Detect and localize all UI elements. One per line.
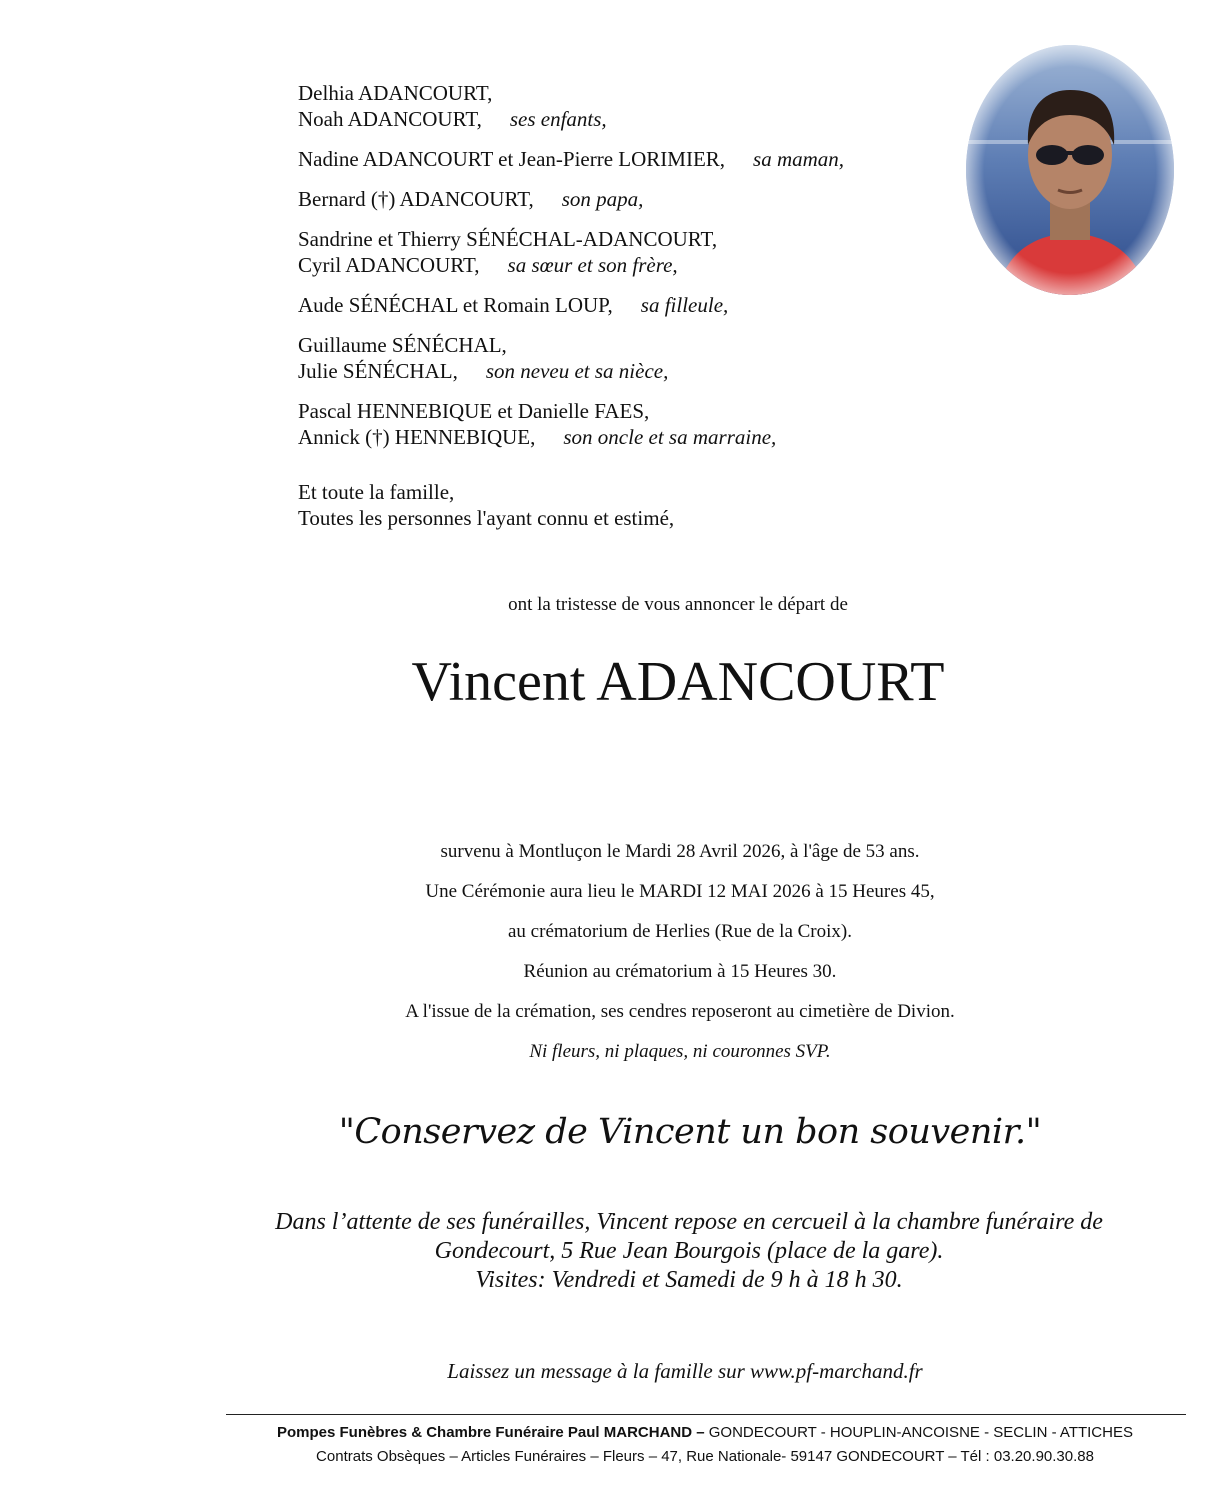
family-role: son oncle et sa marraine, — [563, 425, 777, 449]
footer-line-2: Contrats Obsèques – Articles Funéraires – Fleurs – 47, Rue Nationale- 59147 GONDECOURT – Tél : 03.20.90.30.88 — [316, 1448, 1094, 1465]
portrait-photo — [966, 45, 1174, 295]
rest-line: Visites: Vendredi et Samedi de 9 h à 18 h 30. — [475, 1267, 903, 1293]
family-name: Noah ADANCOURT, — [298, 107, 482, 131]
family-group-1 — [298, 80, 607, 132]
announcement-text: ont la tristesse de vous annoncer le départ de — [508, 594, 848, 615]
portrait-illustration — [966, 45, 1174, 295]
rest-line: Dans l’attente de ses funérailles, Vincent repose en cercueil à la chambre funéraire de — [275, 1209, 1103, 1235]
family-group-2 — [298, 146, 844, 172]
family-role: sa sœur et son frère, — [507, 253, 678, 277]
deceased-name: Vincent ADANCOURT — [411, 651, 945, 713]
family-name: Delhia ADANCOURT, — [298, 81, 493, 105]
family-name: Cyril ADANCOURT, — [298, 253, 480, 277]
footer-line-1 — [0, 1421, 1214, 1445]
ceremony-details — [0, 832, 1214, 1072]
no-flowers-note: Ni fleurs, ni plaques, ni couronnes SVP. — [529, 1041, 831, 1062]
detail-line: Réunion au crématorium à 15 Heures 30. — [523, 961, 837, 982]
family-name: Bernard (†) ADANCOURT, — [298, 187, 534, 211]
family-name: Nadine ADANCOURT et Jean-Pierre LORIMIER, — [298, 147, 726, 171]
memorial-quote: "Conservez de Vincent un bon souvenir." — [338, 1112, 1042, 1152]
family-name: Annick (†) HENNEBIQUE, — [298, 425, 536, 449]
family-role: son neveu et sa nièce, — [485, 359, 669, 383]
family-role: sa maman, — [753, 147, 845, 171]
family-name: Aude SÉNÉCHAL et Romain LOUP, — [298, 293, 613, 317]
detail-line: survenu à Montluçon le Mardi 28 Avril 2026, à l'âge de 53 ans. — [440, 841, 920, 862]
detail-line: au crématorium de Herlies (Rue de la Croix). — [508, 921, 852, 942]
footer-divider — [226, 1414, 1186, 1415]
website-message: Laissez un message à la famille sur www.pf-marchand.fr — [447, 1359, 923, 1383]
rest-line: Gondecourt, 5 Rue Jean Bourgois (place de la gare). — [434, 1238, 944, 1264]
family-name: Guillaume SÉNÉCHAL, — [298, 333, 507, 357]
family-role: ses enfants, — [509, 107, 607, 131]
footer — [0, 1421, 1214, 1469]
family-group-5 — [298, 292, 728, 318]
family-group-4 — [298, 226, 717, 278]
detail-line: A l'issue de la crémation, ses cendres reposeront au cimetière de Divion. — [405, 1001, 955, 1022]
detail-line: Une Cérémonie aura lieu le MARDI 12 MAI 2026 à 15 Heures 45, — [425, 881, 935, 902]
closing-line: Et toute la famille, — [298, 480, 455, 504]
family-name: Julie SÉNÉCHAL, — [298, 359, 458, 383]
funeral-home-info — [0, 1208, 1214, 1295]
family-role: son papa, — [561, 187, 644, 211]
closing-line: Toutes les personnes l'ayant connu et estimé, — [298, 506, 675, 530]
family-name: Pascal HENNEBIQUE et Danielle FAES, — [298, 399, 650, 423]
family-name: Sandrine et Thierry SÉNÉCHAL-ADANCOURT, — [298, 227, 718, 251]
family-group-7 — [298, 398, 776, 450]
family-closing — [298, 479, 674, 531]
family-group-3 — [298, 186, 643, 212]
company-locations: GONDECOURT - HOUPLIN-ANCOISNE - SECLIN - ATTICHES — [704, 1424, 1133, 1441]
family-role: sa filleule, — [640, 293, 729, 317]
company-name: Pompes Funèbres & Chambre Funéraire Paul MARCHAND – — [277, 1424, 705, 1441]
family-group-6 — [298, 332, 668, 384]
